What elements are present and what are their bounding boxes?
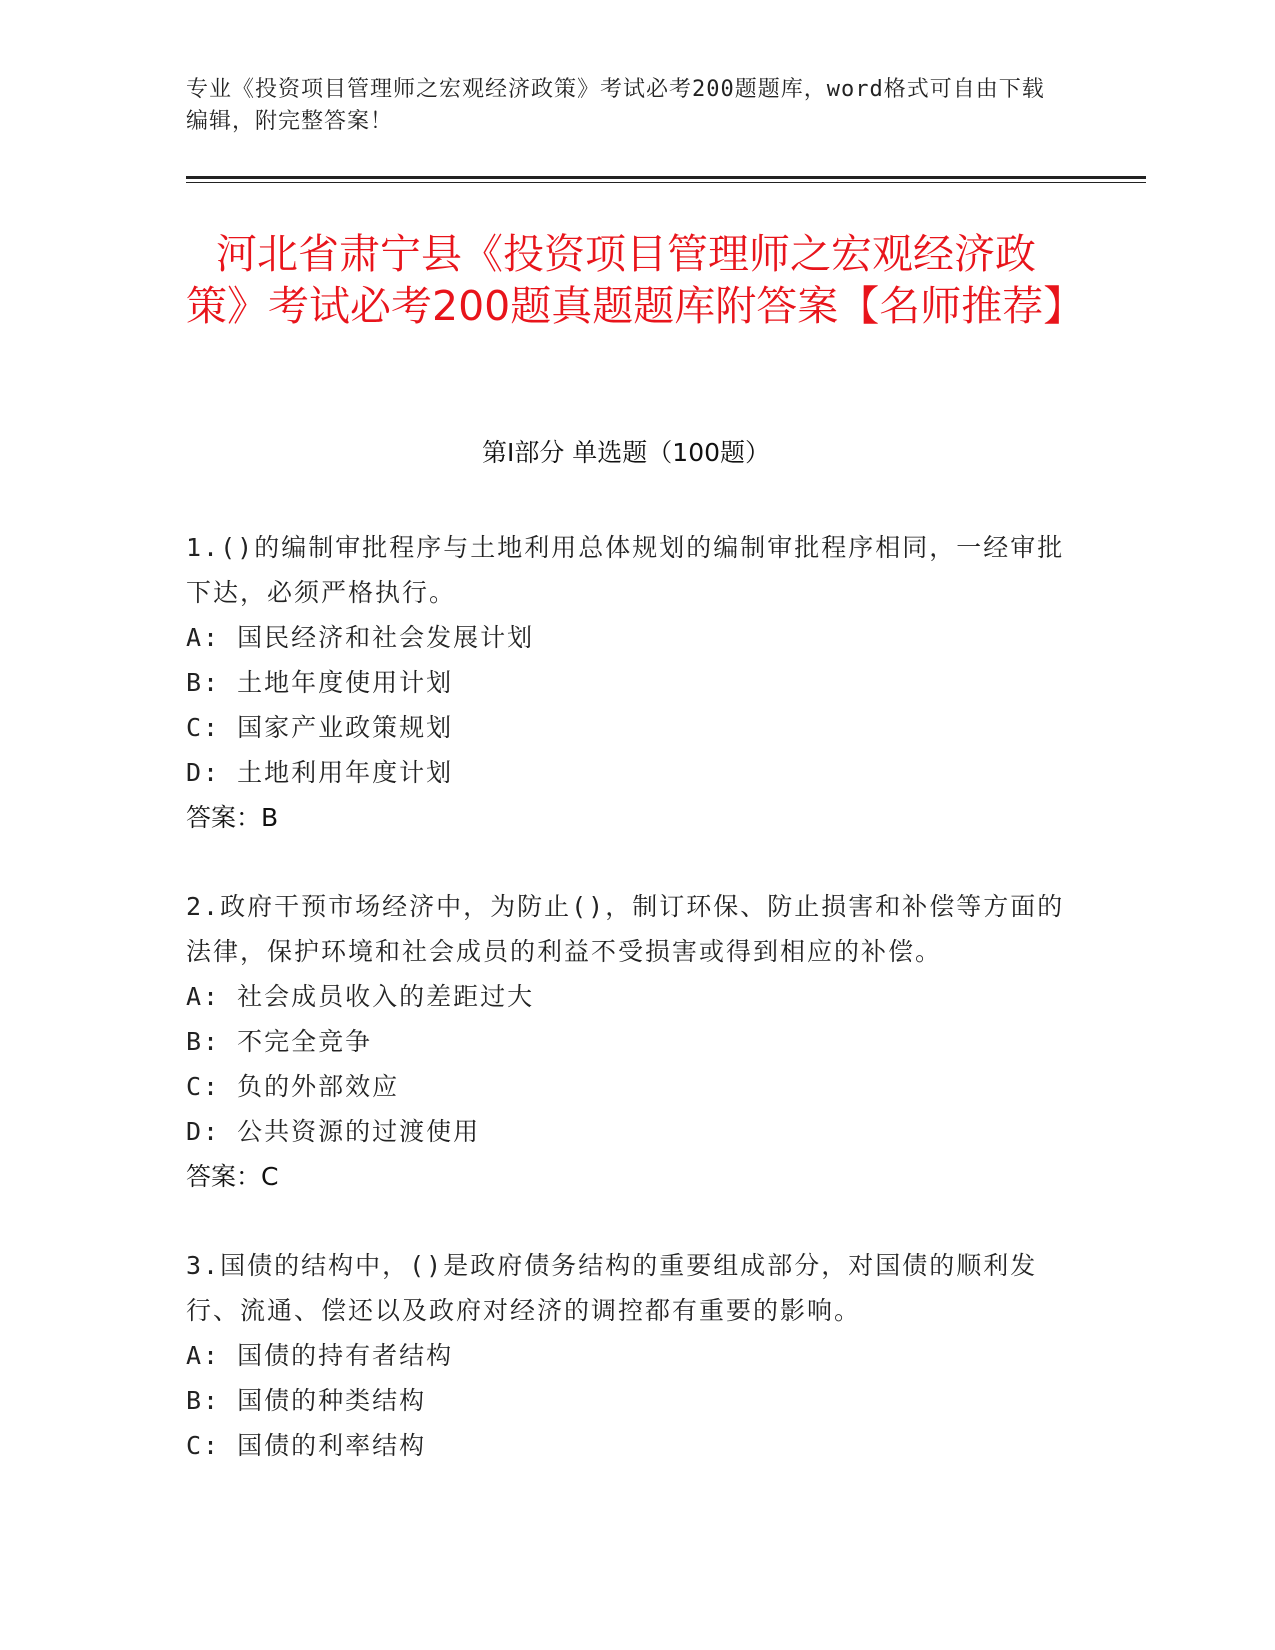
section-heading: 第I部分 单选题（100题） bbox=[481, 438, 771, 467]
header-rule-thick bbox=[186, 176, 1146, 179]
question-stem: 1.()的编制审批程序与土地利用总体规划的编制审批程序相同，一经审批下达，必须严格执行。 bbox=[186, 533, 1065, 607]
question-3 bbox=[186, 1243, 1066, 1468]
option-b: B: 国债的种类结构 bbox=[186, 1386, 427, 1415]
document-title: 河北省肃宁县《投资项目管理师之宏观经济政策》考试必考200题真题题库附答案【名师推荐】 bbox=[186, 230, 1085, 330]
option-a: A: 国民经济和社会发展计划 bbox=[186, 623, 535, 652]
option-a: A: 国债的持有者结构 bbox=[186, 1341, 454, 1370]
question-stem: 2.政府干预市场经济中，为防止()，制订环保、防止损害和补偿等方面的法律，保护环境和社会成员的利益不受损害或得到相应的补偿。 bbox=[186, 892, 1065, 966]
option-d: D: 土地利用年度计划 bbox=[186, 758, 454, 787]
question-list bbox=[186, 525, 1066, 1512]
header-note: 专业《投资项目管理师之宏观经济政策》考试必考200题题库，word格式可自由下载编辑，附完整答案！ bbox=[186, 77, 1045, 134]
answer-line: 答案：B bbox=[186, 803, 279, 832]
option-b: B: 土地年度使用计划 bbox=[186, 668, 454, 697]
option-b: B: 不完全竞争 bbox=[186, 1027, 373, 1056]
option-c: C: 国家产业政策规划 bbox=[186, 713, 454, 742]
option-c: C: 国债的利率结构 bbox=[186, 1431, 427, 1460]
option-a: A: 社会成员收入的差距过大 bbox=[186, 982, 535, 1011]
question-stem: 3.国债的结构中，()是政府债务结构的重要组成部分，对国债的顺利发行、流通、偿还以及政府对经济的调控都有重要的影响。 bbox=[186, 1251, 1038, 1325]
option-d: D: 公共资源的过渡使用 bbox=[186, 1117, 481, 1146]
header-rule-thin bbox=[186, 182, 1146, 183]
answer-line: 答案：C bbox=[186, 1162, 279, 1191]
question-2 bbox=[186, 884, 1066, 1199]
question-1 bbox=[186, 525, 1066, 840]
option-c: C: 负的外部效应 bbox=[186, 1072, 400, 1101]
